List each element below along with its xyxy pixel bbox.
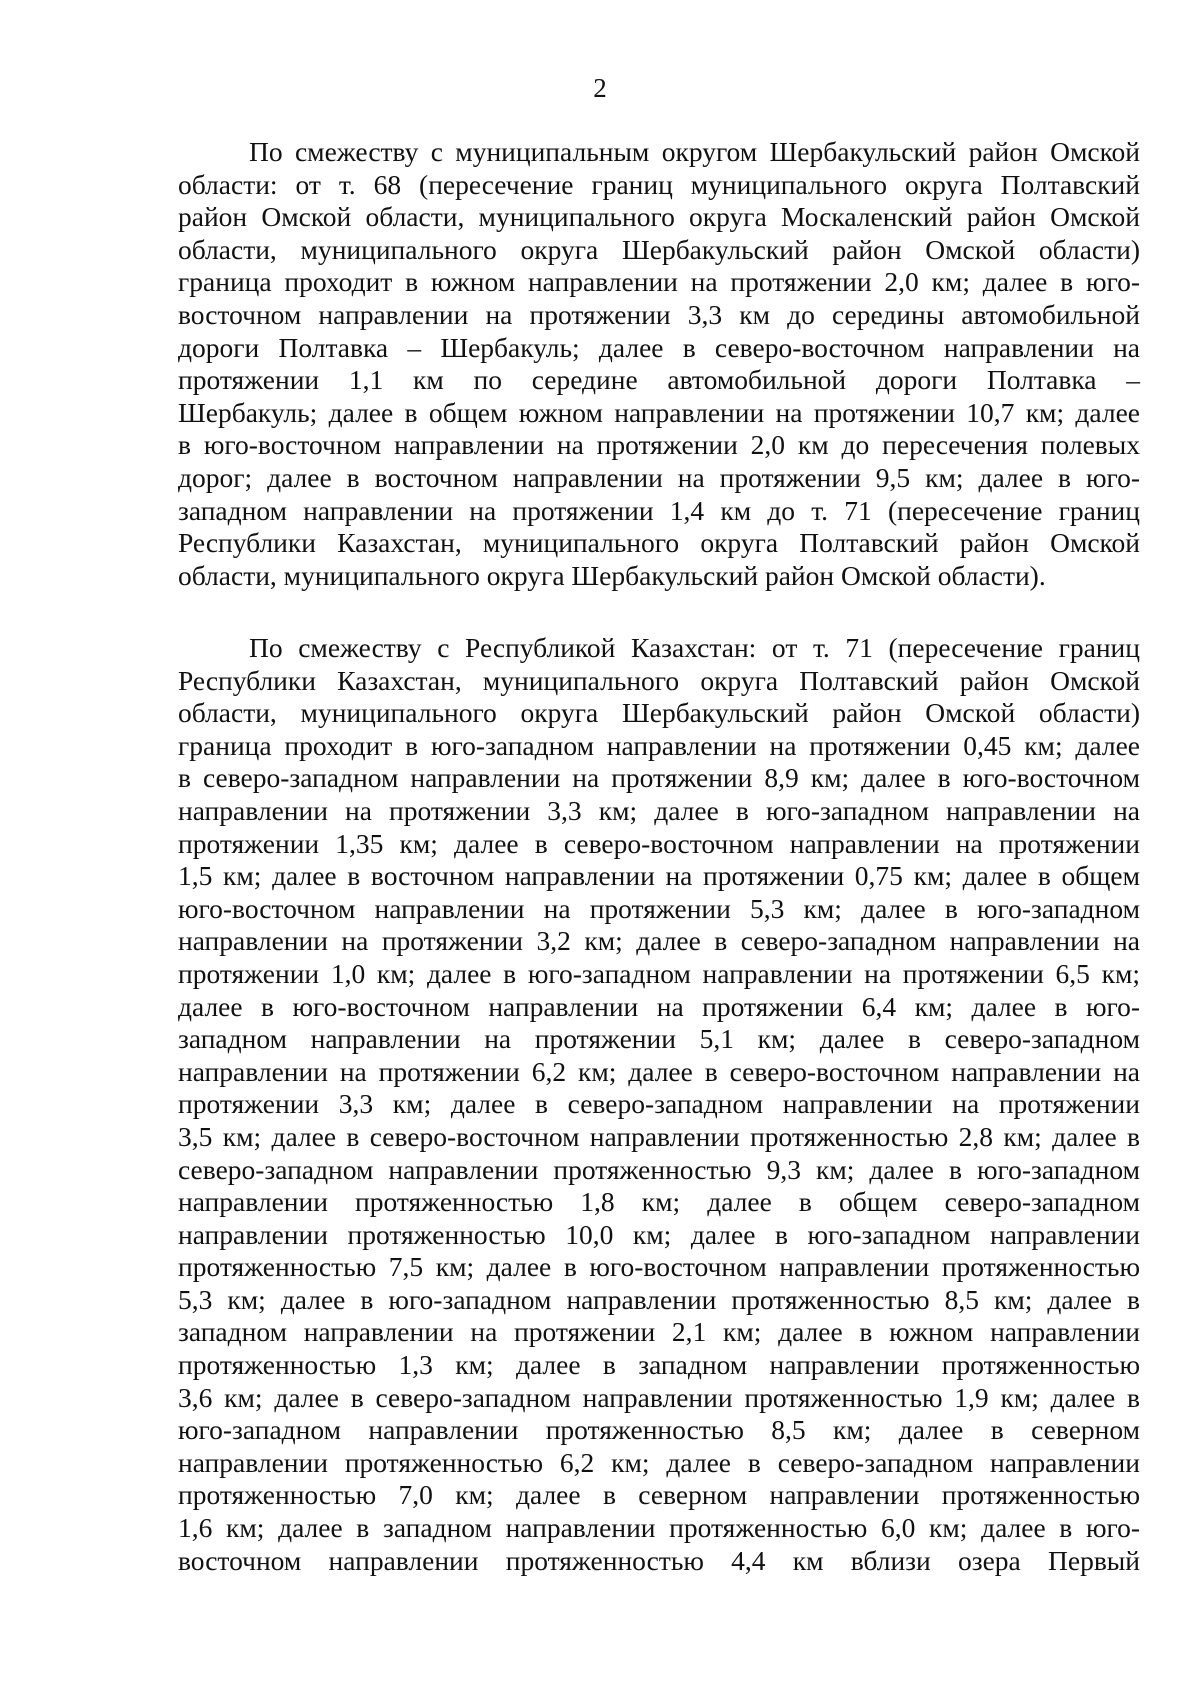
paragraph-1-line: восточном направлении на протяжении 3,3 км до середины автомобильной	[178, 298, 1140, 330]
paragraph-1-line: протяжении 1,1 км по середине автомобильной дороги Полтавка –	[178, 364, 1140, 396]
paragraph-1-line: Шербакуль; далее в общем южном направлении на протяжении 10,7 км; далее	[178, 396, 1140, 428]
paragraph-2-line: далее в юго-восточном направлении на протяжении 6,4 км; далее в юго-	[178, 990, 1140, 1022]
paragraph-1-line: граница проходит в южном направлении на протяжении 2,0 км; далее в юго-	[178, 266, 1140, 298]
paragraph-2-line: направлении на протяжении 3,3 км; далее в юго-западном направлении на	[178, 794, 1140, 826]
paragraph-2-line: направлении протяженностью 1,8 км; далее в общем северо-западном	[178, 1186, 1140, 1218]
paragraph-2-line: западном направлении на протяжении 5,1 км; далее в северо-западном	[178, 1023, 1140, 1055]
paragraph-2-line: Республики Казахстан, муниципального округа Полтавский район Омской	[178, 664, 1140, 696]
paragraph-2-line: юго-восточном направлении на протяжении 5,3 км; далее в юго-западном	[178, 892, 1140, 924]
paragraph-2-line: восточном направлении протяженностью 4,4 км вблизи озера Первый	[178, 1544, 1140, 1576]
paragraph-2-line: протяженностью 1,3 км; далее в западном направлении протяженностью	[178, 1349, 1140, 1381]
paragraph-2-line: 3,5 км; далее в северо-восточном направлении протяженностью 2,8 км; далее в	[178, 1120, 1140, 1152]
paragraph-2-line: направлении на протяжении 3,2 км; далее в северо-западном направлении на	[178, 925, 1140, 957]
paragraph-2-line: 5,3 км; далее в юго-западном направлении протяженностью 8,5 км; далее в	[178, 1283, 1140, 1315]
paragraph-2-line: в северо-западном направлении на протяжении 8,9 км; далее в юго-восточном	[178, 762, 1140, 794]
paragraph-2-line: направлении на протяжении 6,2 км; далее в северо-восточном направлении на	[178, 1055, 1140, 1087]
paragraph-2-line: 3,6 км; далее в северо-западном направлении протяженностью 1,9 км; далее в	[178, 1381, 1140, 1413]
paragraph-2-line: По смежеству с Республикой Казахстан: от т. 71 (пересечение границ	[249, 632, 1140, 663]
paragraph-1-line: район Омской области, муниципального округа Москаленский район Омской	[178, 201, 1140, 233]
paragraph-2-line: протяженностью 7,5 км; далее в юго-восточном направлении протяженностью	[178, 1251, 1140, 1283]
paragraph-1	[178, 136, 1140, 592]
paragraph-1-line: области: от т. 68 (пересечение границ муниципального округа Полтавский	[178, 168, 1140, 200]
paragraph-2-line: юго-западном направлении протяженностью 8,5 км; далее в северном	[178, 1414, 1140, 1446]
paragraph-2-line: 1,6 км; далее в западном направлении протяженностью 6,0 км; далее в юго-	[178, 1512, 1140, 1544]
paragraph-2-line: 1,5 км; далее в восточном направлении на протяжении 0,75 км; далее в общем	[178, 860, 1140, 892]
paragraph-2	[178, 632, 1140, 1577]
paragraph-2-line: направлении протяженностью 10,0 км; далее в юго-западном направлении	[178, 1218, 1140, 1250]
paragraph-1-line: дороги Полтавка – Шербакуль; далее в северо-восточном направлении на	[178, 331, 1140, 363]
paragraph-2-line: протяженностью 7,0 км; далее в северном направлении протяженностью	[178, 1479, 1140, 1511]
paragraph-2-line: протяжении 1,0 км; далее в юго-западном направлении на протяжении 6,5 км;	[178, 957, 1140, 989]
paragraph-1-line: дорог; далее в восточном направлении на протяжении 9,5 км; далее в юго-	[178, 461, 1140, 493]
paragraph-2-line: направлении протяженностью 6,2 км; далее в северо-западном направлении	[178, 1446, 1140, 1478]
paragraph-2-line: западном направлении на протяжении 2,1 км; далее в южном направлении	[178, 1316, 1140, 1348]
paragraph-1-line: По смежеству с муниципальным округом Шербакульский район Омской	[249, 136, 1140, 167]
paragraph-1-line: западном направлении на протяжении 1,4 км до т. 71 (пересечение границ	[178, 494, 1140, 526]
paragraph-2-line: протяжении 1,35 км; далее в северо-восточном направлении на протяжении	[178, 827, 1140, 859]
page-number: 2	[593, 73, 607, 103]
paragraph-2-line: протяжении 3,3 км; далее в северо-западном направлении на протяжении	[178, 1088, 1140, 1120]
paragraph-1-line: области, муниципального округа Шербакульский район Омской области)	[178, 233, 1140, 265]
paragraph-1-line: Республики Казахстан, муниципального округа Полтавский район Омской	[178, 527, 1140, 559]
paragraph-2-line: северо-западном направлении протяженностью 9,3 км; далее в юго-западном	[178, 1153, 1140, 1185]
paragraph-1-line: области, муниципального округа Шербакульский район Омской области).	[178, 559, 1046, 591]
paragraph-2-line: граница проходит в юго-западном направлении на протяжении 0,45 км; далее	[178, 729, 1140, 761]
paragraph-2-line: области, муниципального округа Шербакульский район Омской области)	[178, 697, 1140, 729]
paragraph-1-line: в юго-восточном направлении на протяжении 2,0 км до пересечения полевых	[178, 429, 1140, 461]
